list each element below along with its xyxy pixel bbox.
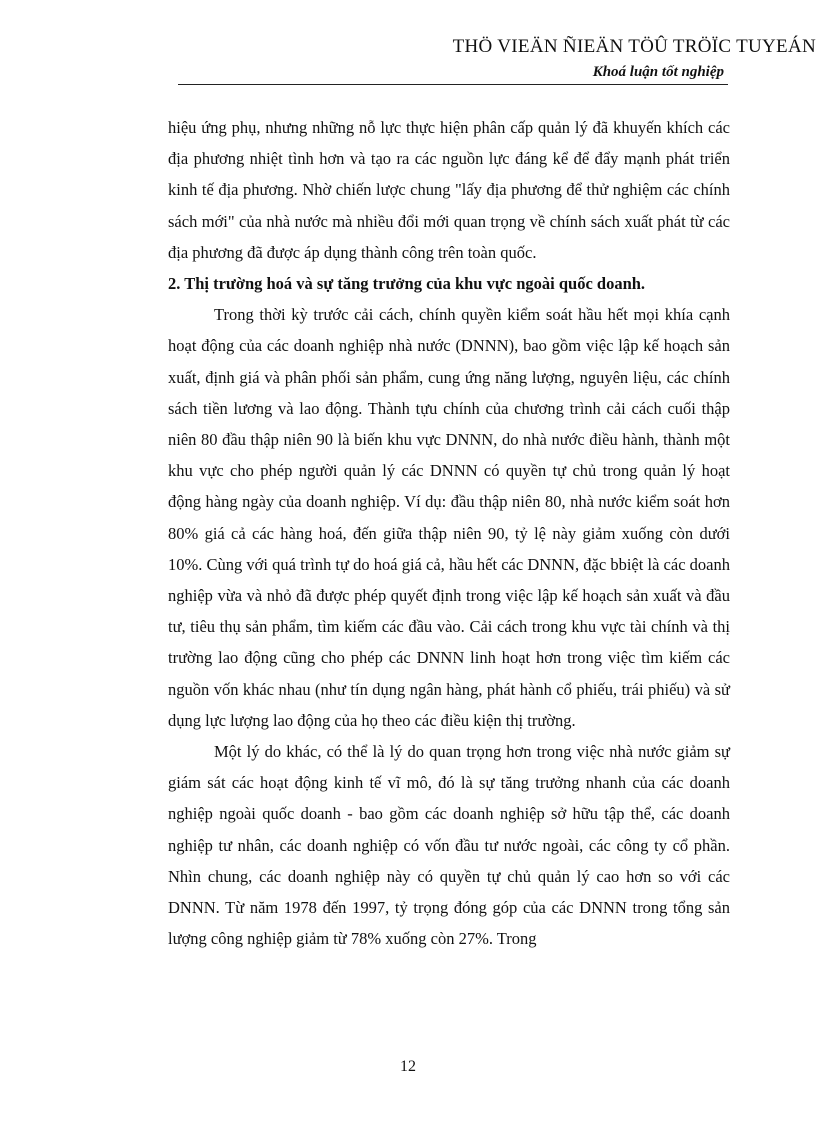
section-heading: 2. Thị trường hoá và sự tăng trưởng của khu vực ngoài quốc doanh.	[168, 274, 646, 294]
site-title: THÖ VIEÄN ÑIEÄN TÖÛ TRÖÏC TUYEÁN	[452, 36, 816, 57]
header-divider	[178, 84, 728, 85]
page-number: 12	[400, 1058, 416, 1075]
paragraph-2: Một lý do khác, có thể là lý do quan trọng hơn trong việc nhà nước giảm sự giám sát các hoạt động kinh tế vĩ mô, đó là sự tăng trưởng nhanh của các doanh nghiệp ngoài quốc doanh - bao gồm các doanh nghiệp sở hữu tập thể, các doanh nghiệp tư nhân, các doanh nghiệp có vốn đầu tư nước ngoài, các công ty cổ phần. Nhìn chung, các doanh nghiệp này có quyền tự chủ quản lý cao hơn so với các DNNN. Từ năm 1978 đến 1997, tỷ trọng đóng góp của các DNNN trong tổng sản lượng công nghiệp giảm từ 78% xuống còn 27%. Trong	[168, 742, 730, 949]
paragraph-1: Trong thời kỳ trước cải cách, chính quyền kiểm soát hầu hết mọi khía cạnh hoạt động của các doanh nghiệp nhà nước (DNNN), bao gồm việc lập kế hoạch sản xuất, định giá và phân phối sản phẩm, cung ứng năng lượng, nguyên liệu, các chính sách tiền lương và lao động. Thành tựu chính của chương trình cải cách cuối thập niên 80 đầu thập niên 90 là biến khu vực DNNN, do nhà nước điều hành, thành một khu vực cho phép người quản lý các DNNN có quyền tự chủ trong quản lý hoạt động hàng ngày của doanh nghiệp. Ví dụ: đầu thập niên 80, nhà nước kiểm soát hơn 80% giá cả các hàng hoá, đến giữa thập niên 90, tỷ lệ này giảm xuống còn dưới 10%. Cùng với quá trình tự do hoá giá cả, hầu hết các DNNN, đặc bbiệt là các doanh nghiệp vừa và nhỏ đã được phép quyết định trong việc lập kế hoạch sản xuất và đầu tư, tiêu thụ sản phẩm, tìm kiếm các đầu vào. Cải cách trong khu vực tài chính và thị trường lao động cũng cho phép các DNNN linh hoạt hơn trong việc tìm kiếm các nguồn vốn khác nhau (như tín dụng ngân hàng, phát hành cổ phiếu, trái phiếu) và sử dụng lực lượng lao động của họ theo các điều kiện thị trường.	[168, 305, 730, 730]
paragraph-continued: hiệu ứng phụ, nhưng những nỗ lực thực hiện phân cấp quản lý đã khuyến khích các địa phương nhiệt tình hơn và tạo ra các nguồn lực đáng kể để đẩy mạnh phát triển kinh tế địa phương. Nhờ chiến lược chung "lấy địa phương để thử nghiệm các chính sách mới" của nhà nước mà nhiều đổi mới quan trọng về chính sách xuất phát từ các địa phương đã được áp dụng thành công trên toàn quốc.	[168, 118, 730, 262]
document-body	[168, 112, 730, 954]
document-type: Khoá luận tốt nghiệp	[592, 64, 724, 80]
